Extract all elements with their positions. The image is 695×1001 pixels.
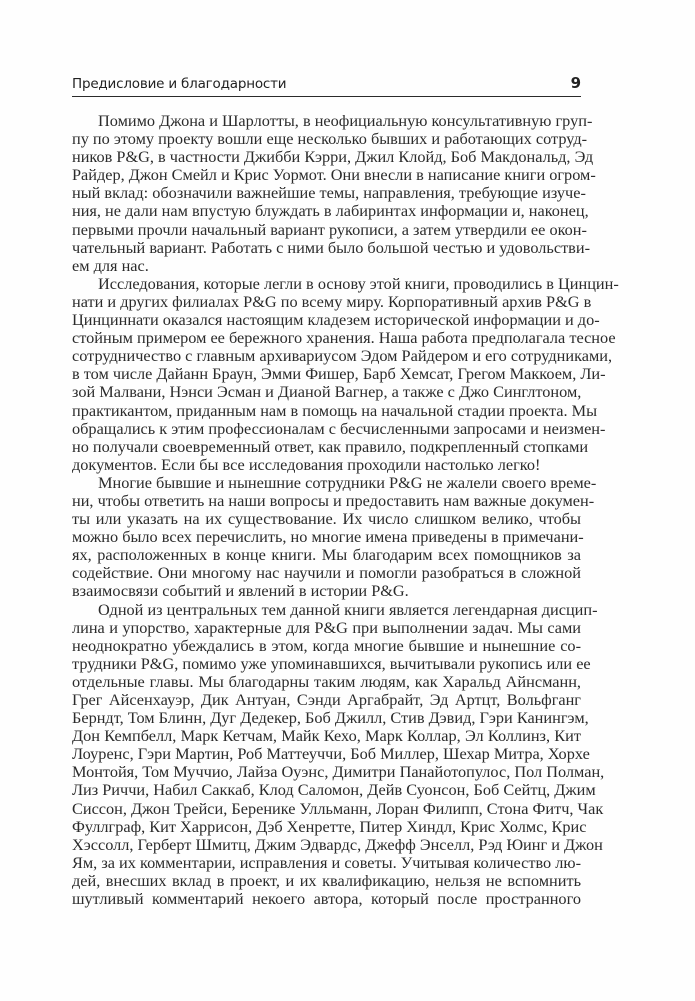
- text-line: ный вклад: обозначили важнейшие темы, направления, требующие изуче-: [72, 183, 586, 203]
- text-line: обращались к этим профессионалам с бесчисленными запросами и неизмен-: [72, 418, 606, 438]
- text-line: Фуллграф, Кит Харрисон, Дэб Хенретте, Питер Хиндл, Крис Холмс, Крис: [72, 816, 587, 836]
- text-line: ем для нас.: [72, 255, 149, 275]
- text-line: но получали своевременный ответ, как правило, подкрепленный стопками: [72, 436, 589, 456]
- page-number: 9: [570, 74, 581, 92]
- text-line: Сиссон, Джон Трейси, Беренике Улльманн, Лоран Филипп, Стона Фитч, Чак: [72, 798, 604, 818]
- text-line: сотрудничество с главным архивариусом Эдом Райдером и его сотрудниками,: [72, 346, 613, 366]
- text-line: первыми прочли начальный вариант рукописи, а затем утвердили ее окон-: [72, 219, 587, 239]
- text-line: Дон Кемпбелл, Марк Кетчам, Майк Кехо, Марк Коллар, Эл Коллинз, Кит: [72, 726, 581, 746]
- text-line: ни, чтобы ответить на наши вопросы и предоставить нам важные докумен-: [72, 490, 595, 510]
- text-line: нати и других филиалах P&G по всему миру. Корпоративный архив P&G в: [72, 291, 592, 311]
- text-line: Лиз Риччи, Набил Саккаб, Клод Саломон, Дейв Суонсон, Боб Сейтц, Джим: [72, 780, 596, 800]
- text-line: трудники P&G, помимо уже упоминавшихся, вычитывали рукопись или ее: [72, 653, 591, 673]
- text-line: лина и упорство, характерные для P&G при выполнении задач. Мы сами: [72, 617, 581, 637]
- text-line: можно было всех перечислить, но многие имена приведены в примечани-: [72, 527, 584, 547]
- text-line: ния, не дали нам впустую блуждать в лабиринтах информации и, наконец,: [72, 201, 589, 221]
- text-line: зой Малвани, Нэнси Эсман и Дианой Вагнер, а также с Джо Синглтоном,: [72, 382, 582, 402]
- paragraph: [72, 599, 605, 909]
- text-line: ты или указать на их существование. Их число слишком велико, чтобы: [72, 509, 581, 529]
- text-line: Монтойя, Том Муччио, Лайза Оуэнс, Димитри Панайотопулос, Пол Полман,: [72, 762, 605, 782]
- text-line: Берндт, Том Блинн, Дуг Дедекер, Боб Джилл, Стив Дэвид, Гэри Канингэм,: [72, 708, 589, 728]
- running-header: [72, 74, 581, 97]
- text-line: Помимо Джона и Шарлотты, в неофициальную консультативную груп-: [98, 111, 593, 130]
- text-line: ях, расположенных в конце книги. Мы благодарим всех помощников за: [72, 545, 581, 565]
- text-line: Грег Айсенхауэр, Дик Антуан, Сэнди Аргабрайт, Эд Артцт, Вольфганг: [72, 690, 581, 709]
- text-line: неоднократно убеждались в этом, когда многие бывшие и нынешние со-: [72, 635, 581, 655]
- text-line: чательный вариант. Работать с ними было большой честью и удовольстви-: [72, 237, 591, 257]
- text-line: Хэссолл, Герберт Шмитц, Джим Эдвардс, Джефф Энселл, Рэд Юинг и Джон: [72, 834, 603, 854]
- text-line: практикантом, приданным нам в помощь на начальной стадии проекта. Мы: [72, 400, 598, 420]
- paragraph: [72, 472, 597, 601]
- text-line: пу по этому проекту вошли еще несколько бывших и работающих сотруд-: [72, 129, 588, 149]
- text-line: ников P&G, в частности Джибби Кэрри, Джил Клойд, Боб Макдональд, Эд: [72, 147, 594, 167]
- text-line: Многие бывшие и нынешние сотрудники P&G не жалели своего време-: [98, 472, 597, 492]
- text-line: документов. Если бы все исследования проходили настолько легко!: [72, 454, 541, 474]
- text-line: шутливый комментарий некоего автора, который после пространного: [72, 889, 581, 909]
- text-line: взаимосвязи событий и явлений в истории P&G.: [72, 581, 409, 601]
- paragraph: [72, 273, 619, 474]
- body-text: [72, 111, 619, 909]
- text-line: в том числе Дайанн Браун, Эмми Фишер, Барб Хемсат, Грегом Маккоем, Ли-: [72, 364, 606, 384]
- text-line: Райдер, Джон Смейл и Крис Уормот. Они внесли в написание книги огром-: [72, 165, 596, 185]
- text-line: Исследования, которые легли в основу этой книги, проводились в Цинцин-: [98, 273, 619, 293]
- paragraph: [72, 111, 596, 275]
- text-line: дей, внесших вклад в проект, и их квалификацию, нельзя не вспомнить: [72, 870, 581, 890]
- text-line: Цинциннати оказался настоящим кладезем исторической информации и до-: [72, 310, 600, 330]
- text-line: отдельные главы. Мы благодарны таким людям, как Харальд Айнсманн,: [72, 671, 581, 691]
- text-line: Ям, за их комментарии, исправления и советы. Учитывая количество лю-: [72, 852, 581, 872]
- text-line: стойным примером ее бережного хранения. Наша работа предполагала тесное: [72, 328, 616, 348]
- text-line: содействие. Они многому нас научили и помогли разобраться в сложной: [72, 563, 581, 583]
- section-title: Предисловие и благодарности: [72, 76, 287, 92]
- text-line: Одной из центральных тем данной книги является легендарная дисцип-: [98, 599, 598, 619]
- text-line: Лоуренс, Гэри Мартин, Роб Маттеуччи, Боб Миллер, Шехар Митра, Хорхе: [72, 744, 590, 764]
